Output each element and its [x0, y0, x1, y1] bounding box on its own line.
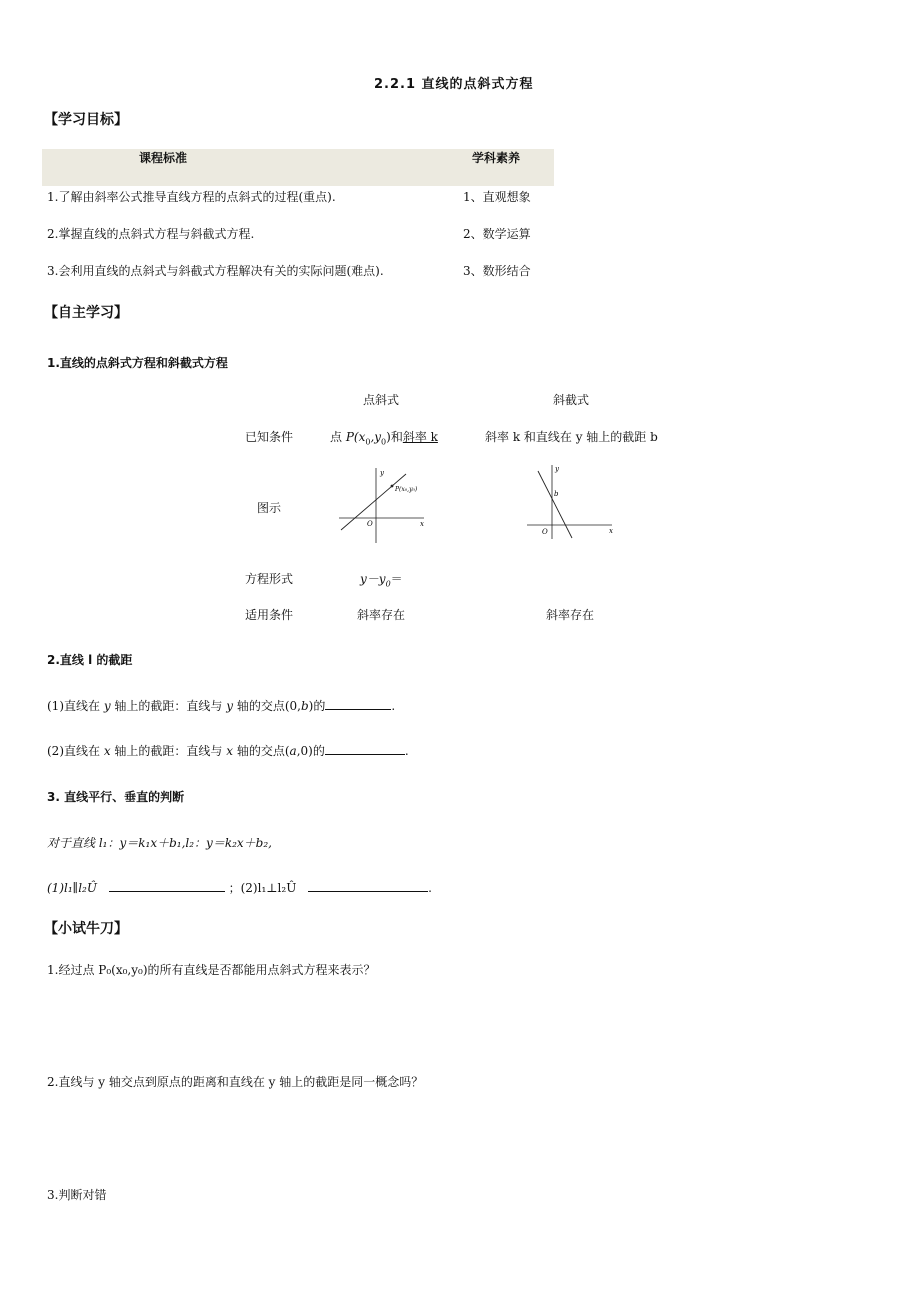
blank-perpendicular	[308, 880, 428, 892]
fig1-p-label: P(x₀,y₀)	[395, 486, 418, 493]
blank-parallel	[109, 880, 225, 892]
section3-title: 3. 直线平行、垂直的判断	[47, 790, 185, 804]
row-form: 方程形式	[245, 572, 294, 586]
objectives-col1-header: 课程标准	[139, 151, 188, 165]
question-2: 2.直线与 y 轴交点到原点的距离和直线在 y 轴上的截距是同一概念吗？	[47, 1075, 424, 1089]
apply-point-slope: 斜率存在	[357, 608, 406, 622]
row-known: 已知条件	[245, 430, 294, 444]
objective-standard-3: 3.会利用直线的点斜式与斜截式方程解决有关的实际问题(难点).	[47, 264, 384, 278]
col-point-slope: 点斜式	[363, 393, 400, 407]
row-figure: 图示	[257, 501, 282, 515]
apply-slope-intercept: 斜率存在	[546, 608, 595, 622]
intercept-x-line: (2)直线在 x 轴上的截距：直线与 x 轴的交点(a,0)的 .	[47, 744, 409, 758]
blank-x-intercept	[325, 743, 405, 755]
fig2-b-label: b	[554, 490, 559, 498]
fig1-x-label: x	[420, 520, 424, 528]
objectives-col2-header: 学科素养	[472, 151, 521, 165]
objective-literacy-1: 1、直观想象	[463, 190, 531, 204]
row-apply: 适用条件	[245, 608, 294, 622]
objective-standard-2: 2.掌握直线的点斜式方程与斜截式方程.	[47, 227, 255, 241]
section2-title: 2.直线 l 的截距	[47, 653, 133, 667]
fig1-o-label: O	[367, 520, 373, 528]
figure-point-slope	[336, 466, 430, 546]
known-point-slope: 点 $P(x_0,y_0)$和斜率 k	[330, 430, 438, 447]
parallel-perpendicular-line: (1)l₁∥l₂Û ；(2)l₁⊥l₂Û .	[47, 881, 432, 895]
fig2-y-label: y	[555, 465, 559, 473]
objective-standard-1: 1.了解由斜率公式推导直线方程的点斜式的过程(重点).	[47, 190, 336, 204]
blank-y-intercept	[325, 698, 391, 710]
fig1-y-label: y	[380, 469, 384, 477]
fig2-x-label: x	[609, 527, 613, 535]
fig1-point	[391, 485, 394, 488]
figure-slope-intercept	[524, 461, 616, 543]
objective-literacy-2: 2、数学运算	[463, 227, 531, 241]
intercept-y-line: (1)直线在 y 轴上的截距：直线与 y 轴的交点(0,b)的 .	[47, 699, 396, 713]
fig2-o-label: O	[542, 528, 548, 536]
objective-literacy-3: 3、数形结合	[463, 264, 531, 278]
form-point-slope: $y-y_0=$	[360, 572, 403, 589]
question-1: 1.经过点 P₀(x₀,y₀)的所有直线是否都能用点斜式方程来表示？	[47, 963, 376, 977]
self-study-heading: 【自主学习】	[44, 305, 128, 321]
try-heading: 【小试牛刀】	[44, 921, 128, 937]
question-3: 3.判断对错	[47, 1188, 107, 1202]
lines-definition: 对于直线 l₁：y＝k₁x＋b₁,l₂：y＝k₂x＋b₂,	[47, 836, 272, 850]
fig1-line	[341, 474, 406, 530]
objectives-heading: 【学习目标】	[44, 112, 128, 128]
col-slope-intercept: 斜截式	[553, 393, 590, 407]
page-title: 2.2.1 直线的点斜式方程	[374, 77, 534, 92]
section1-title: 1.直线的点斜式方程和斜截式方程	[47, 356, 228, 370]
known-slope-intercept: 斜率 k 和直线在 y 轴上的截距 b	[485, 430, 658, 444]
